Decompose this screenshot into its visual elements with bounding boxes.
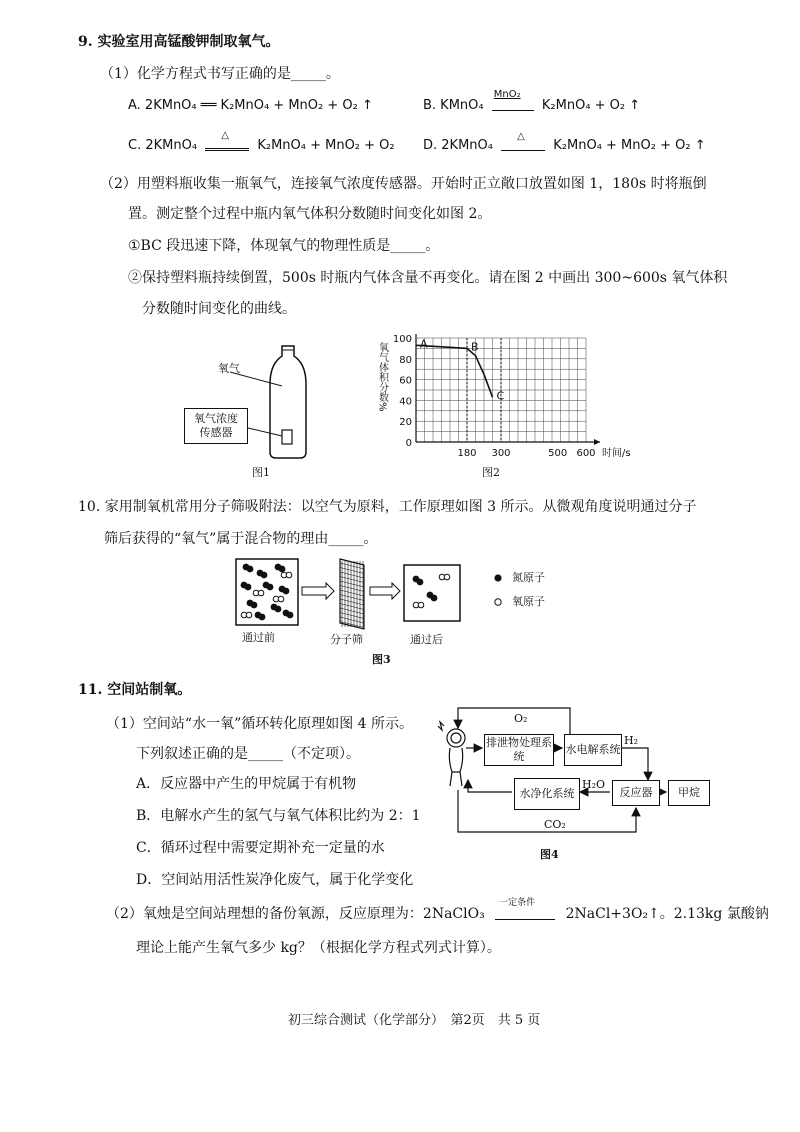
option-b-products: K₂MnO₄ + O₂ ↑ (541, 98, 641, 113)
figure-2 (370, 328, 631, 486)
part2-condition: 一定条件 (499, 897, 536, 908)
fig4-h2o-label: H₂O (582, 778, 606, 791)
q9-part2-question2-line2: 分数随时间变化的曲线。 (142, 301, 296, 317)
x-tick-label: 600 (576, 448, 596, 459)
fig3-caption: 图3 (372, 653, 391, 666)
q11-option-d: D．空间站用活性炭净化废气，属于化学变化 (136, 872, 414, 888)
q9-option-b (423, 88, 641, 114)
q11-part1: （1）空间站“水一氧”循环转化原理如图 4 所示。 (106, 716, 414, 732)
sensor-box (184, 408, 248, 444)
figure-3 (230, 555, 590, 670)
fig4-h2-label: H₂ (624, 734, 639, 747)
option-b-reactant: B. KMnO₄ (423, 98, 484, 113)
sensor-label-line1: 氧气浓度 (194, 412, 238, 426)
q9-title: 9. 实验室用高锰酸钾制取氧气。 (78, 34, 280, 50)
nitrogen-atom (417, 579, 424, 586)
oxygen-atom (246, 612, 252, 618)
box-methane: 甲烷 (668, 780, 710, 806)
h2-arrow (620, 748, 648, 780)
box-water-purification: 水净化系统 (514, 778, 580, 810)
point-label-a: A (420, 337, 428, 351)
oxygen-curve (416, 345, 493, 397)
legend-nitrogen-dot (494, 574, 501, 581)
nitrogen-atom (267, 584, 274, 591)
option-d-condition: △ (517, 130, 525, 142)
q11-part2-line1 (106, 897, 769, 923)
q11-option-a: A．反应器中产生的甲烷属于有机物 (136, 776, 357, 792)
oxygen-chart (370, 328, 631, 486)
fig2-caption: 图2 (482, 466, 500, 479)
astronaut-icon (438, 722, 465, 786)
oxygen-atom (444, 574, 450, 580)
figure-4 (430, 700, 720, 865)
y-tick-label: 0 (405, 438, 412, 449)
legend-nitrogen: 氮原子 (512, 571, 545, 584)
option-c-reactant: C. 2KMnO₄ (128, 138, 198, 153)
option-b-arrow (492, 88, 534, 111)
q9-part1: （1）化学方程式书写正确的是_____。 (100, 66, 340, 82)
q9-part2-question1: ①BC 段迅速下降，体现氧气的物理性质是_____。 (128, 238, 440, 254)
fig4-caption: 图4 (540, 848, 559, 861)
fig1-gas-label: 氧气 (218, 362, 240, 375)
q9-part2-line1: （2）用塑料瓶收集一瓶氧气，连接氧气浓度传感器。开始时正立敞口放置如图 1，180s 时将瓶倒 (100, 176, 707, 192)
oxygen-atom (258, 590, 264, 596)
option-c-arrow (205, 129, 249, 151)
nitrogen-atom (251, 602, 258, 609)
nitrogen-atom (261, 572, 268, 579)
y-tick-label: 80 (399, 354, 412, 366)
sensor-label-line2: 传感器 (199, 426, 233, 439)
arrow-to-sieve (302, 583, 334, 599)
point-label-c: C (496, 389, 505, 403)
oxygen-atom (418, 602, 424, 608)
fig1-caption: 图1 (252, 466, 270, 479)
nitrogen-atom (287, 612, 294, 619)
y-tick-label: 40 (399, 396, 412, 408)
legend-oxygen-dot (495, 599, 501, 605)
q9-option-c (128, 129, 395, 154)
x-axis-label: 时间/s (602, 448, 631, 459)
option-c-condition: △ (221, 129, 229, 141)
q11-part1-ask: 下列叙述正确的是_____（不定项）。 (136, 746, 360, 762)
label-sieve: 分子筛 (330, 633, 363, 646)
y-tick-label: 60 (399, 375, 412, 387)
y-axis-label: 氧气体积分数% (376, 342, 388, 412)
figure-1 (170, 330, 340, 480)
q10-line2: 筛后获得的“氧气”属于混合物的理由_____。 (104, 531, 378, 547)
nitrogen-atom (431, 595, 438, 602)
q11-option-c: C．循环过程中需要定期补充一定量的水 (136, 840, 385, 856)
part2-text-pre: （2）氧烛是空间站理想的备份氧源，反应原理为：2NaClO₃ (106, 906, 485, 922)
sensor-probe (282, 430, 292, 444)
option-b-condition: MnO₂ (493, 88, 521, 100)
nitrogen-atom (247, 566, 254, 573)
q9-part2-line2: 置。测定整个过程中瓶内氧气体积分数随时间变化如图 2。 (128, 206, 492, 222)
sensor-leader-line (248, 428, 282, 436)
option-d-arrow (501, 130, 545, 151)
bottle-outline (270, 346, 306, 458)
sieve-shape (340, 559, 364, 629)
y-tick-label: 100 (392, 334, 412, 345)
nitrogen-atom (259, 614, 266, 621)
fig4-co2-label: CO₂ (544, 818, 566, 831)
q11-title: 11. 空间站制氧。 (78, 682, 192, 698)
q11-part2-line2: 理论上能产生氧气多少 kg？（根据化学方程式列式计算）。 (136, 940, 501, 956)
page-footer: 初三综合测试（化学部分） 第2页 共 5 页 (288, 1013, 541, 1028)
part2-arrow (495, 897, 555, 920)
option-c-products: K₂MnO₄ + MnO₂ + O₂ (257, 138, 395, 153)
box-electrolysis-system: 水电解系统 (564, 734, 622, 766)
nitrogen-atom (245, 584, 252, 591)
nitrogen-atom (279, 566, 286, 573)
legend-oxygen: 氧原子 (512, 595, 545, 608)
nitrogen-atom (283, 588, 290, 595)
arrow-from-sieve (370, 583, 400, 599)
box-reactor: 反应器 (612, 780, 660, 806)
oxygen-atom (278, 596, 284, 602)
part2-text-post: 2NaCl+3O₂↑。2.13kg 氯酸钠 (565, 906, 769, 922)
label-after: 通过后 (410, 633, 443, 646)
q11-option-b: B．电解水产生的氢气与氧气体积比约为 2：1 (136, 808, 421, 824)
q9-option-a: A. 2KMnO₄ ══ K₂MnO₄ + MnO₂ + O₂ ↑ (128, 98, 373, 113)
x-axis-arrow (594, 439, 600, 445)
option-d-products: K₂MnO₄ + MnO₂ + O₂ ↑ (553, 138, 706, 153)
bottle-drawing (170, 330, 340, 480)
option-d-reactant: D. 2KMnO₄ (423, 138, 493, 153)
nitrogen-atom (275, 606, 282, 613)
x-tick-label: 180 (457, 448, 477, 459)
fig4-o2-label: O₂ (514, 712, 528, 725)
y-tick-label: 20 (399, 417, 412, 429)
oxygen-atom (286, 572, 292, 578)
label-before: 通过前 (242, 631, 275, 644)
q9-part2-question2-line1: ②保持塑料瓶持续倒置，500s 时瓶内气体含量不再变化。请在图 2 中画出 300~600s 氧气体积 (128, 270, 728, 286)
x-tick-label: 500 (548, 448, 568, 459)
x-tick-label: 300 (491, 448, 511, 459)
q10-line1: 10. 家用制氧机常用分子筛吸附法：以空气为原料，工作原理如图 3 所示。从微观角度说明通过分子 (78, 499, 697, 515)
box-waste-system: 排泄物处理系统 (484, 734, 554, 766)
q9-option-d (423, 130, 706, 154)
point-label-b: B (471, 340, 479, 354)
